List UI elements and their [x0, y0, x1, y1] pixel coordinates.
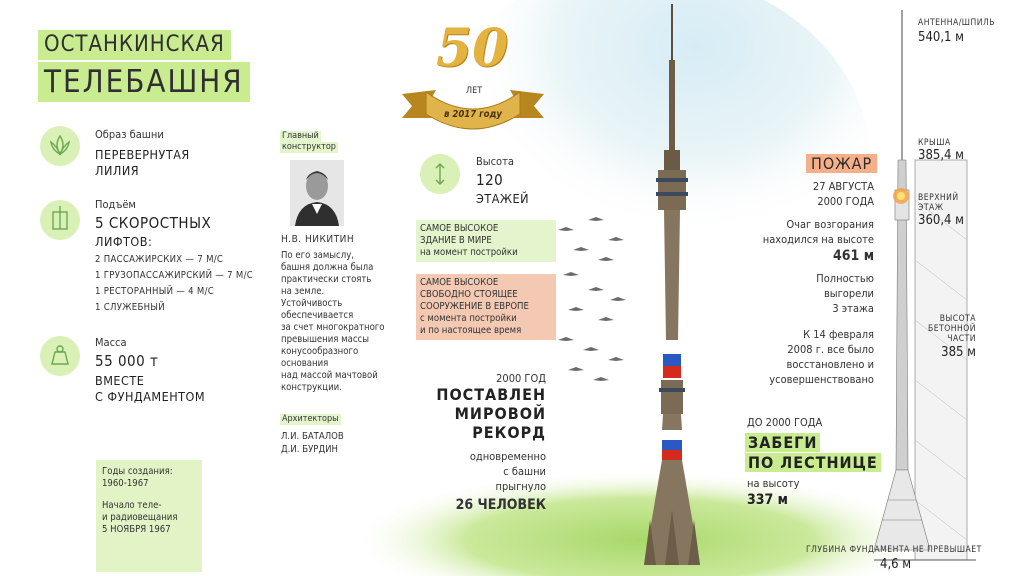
- mass-value-3: С ФУНДАМЕНТОМ: [95, 389, 206, 404]
- constructor-name: Н.В. НИКИТИН: [281, 234, 355, 245]
- broadcast-date: 5 НОЯБРЯ 1967: [102, 524, 171, 535]
- elevator-icon: [40, 200, 80, 240]
- years-value: 1960-1967: [102, 478, 149, 489]
- foundation-value: 4,6 м: [880, 557, 912, 572]
- europe-record-box: САМОЕ ВЫСОКОЕ СВОБОДНО СТОЯЩЕЕ СООРУЖЕНИЕ В ЕВРОПЕ с момента постройки и по настоящее время: [416, 274, 556, 340]
- fire-text-7: 2008 г. все было: [787, 343, 874, 356]
- years-box: [96, 460, 202, 572]
- height-value-2: ЭТАЖЕЙ: [476, 191, 530, 206]
- fire-text-6: К 14 февраля: [803, 328, 874, 341]
- fire-height: 461 м: [833, 248, 874, 264]
- record-head-3: РЕКОРД: [472, 423, 546, 442]
- height-icon: [420, 154, 460, 194]
- run-head-1: ЗАБЕГИ: [745, 433, 820, 452]
- lift-value-2: ЛИФТОВ:: [95, 234, 153, 249]
- lily-icon: [40, 126, 80, 166]
- antenna-value: 540,1 м: [918, 30, 965, 45]
- fire-text-1: Очаг возгорания: [786, 218, 874, 231]
- record-text-1: одновременно: [469, 450, 546, 463]
- list-item: 1 ГРУЗОПАССАЖИРСКИЙ — 7 М/С: [95, 270, 254, 281]
- anniversary-badge: [398, 18, 548, 134]
- list-item: 1 СЛУЖЕБНЫЙ: [95, 302, 165, 313]
- shape-value-2: ЛИЛИЯ: [95, 163, 140, 178]
- record-text-3: прыгнуло: [495, 480, 546, 493]
- shape-value-1: ПЕРЕВЕРНУТАЯ: [95, 147, 190, 162]
- constructor-text: По его замыслу, башня должна была практически стоять на земле. Устойчивость обеспечивается за счет многократного превышения массы конусообразного основания над массой мачтовой конструкции.: [281, 250, 385, 393]
- record-text-2: с башни: [503, 465, 546, 478]
- concrete-value: 385 м: [941, 345, 976, 360]
- mass-value-2: ВМЕСТЕ: [95, 373, 145, 388]
- concrete-label-1: ВЫСОТА: [939, 314, 976, 324]
- title-line2: ТЕЛЕБАШНЯ: [38, 62, 250, 102]
- record-head-2: МИРОВОЙ: [454, 404, 546, 423]
- fire-date-2: 2000 ГОДА: [817, 195, 874, 208]
- record-count: 26 ЧЕЛОВЕК: [455, 497, 546, 513]
- top-floor-value: 360,4 м: [918, 213, 965, 228]
- weight-icon: [40, 336, 80, 376]
- top-floor-label-2: ЭТАЖ: [918, 203, 944, 213]
- anniversary-ribbon: в 2017 году: [444, 109, 502, 120]
- jumpers-illustration: [548, 200, 628, 400]
- run-year: ДО 2000 ГОДА: [747, 416, 823, 429]
- mass-label: Масса: [95, 336, 127, 349]
- fire-text-8: восстановлено и: [786, 358, 874, 371]
- fire-text-4: выгорели: [823, 287, 874, 300]
- roof-label: КРЫША: [918, 138, 951, 148]
- years-label: Годы создания:: [102, 466, 173, 477]
- constructor-photo: [290, 160, 344, 226]
- anniversary-years: ЛЕТ: [466, 86, 483, 96]
- run-value: 337 м: [747, 492, 788, 508]
- fire-title: ПОЖАР: [806, 154, 877, 173]
- top-floor-label-1: ВЕРХНИЙ: [918, 193, 959, 203]
- anniversary-number: 50: [436, 18, 509, 79]
- height-label: Высота: [476, 155, 514, 168]
- lift-label: Подъём: [95, 198, 136, 211]
- height-value-1: 120: [476, 171, 504, 189]
- tower-illustration: [620, 0, 720, 576]
- fire-text-2: находился на высоте: [762, 233, 874, 246]
- list-item: 2 ПАССАЖИРСКИХ — 7 М/С: [95, 254, 224, 265]
- list-item: 1 РЕСТОРАННЫЙ — 4 М/С: [95, 286, 215, 297]
- constructor-head-2: конструктор: [282, 142, 336, 152]
- record-year: 2000 ГОД: [496, 372, 546, 385]
- run-head-2: ПО ЛЕСТНИЦЕ: [745, 453, 881, 472]
- fire-date-1: 27 АВГУСТА: [812, 180, 874, 193]
- foundation-label: ГЛУБИНА ФУНДАМЕНТА НЕ ПРЕВЫШАЕТ: [806, 545, 982, 555]
- record-head-1: ПОСТАВЛЕН: [436, 385, 546, 404]
- concrete-label-2: БЕТОННОЙ: [927, 324, 976, 334]
- lift-value-1: 5 СКОРОСТНЫХ: [95, 214, 212, 232]
- fire-text-5: 3 этажа: [832, 302, 874, 315]
- antenna-label: АНТЕННА/ШПИЛЬ: [918, 18, 995, 28]
- architects-head: Архитекторы: [282, 414, 339, 424]
- mass-value-1: 55 000 т: [95, 352, 159, 370]
- architect-2: Д.И. БУРДИН: [281, 444, 338, 455]
- roof-value: 385,4 м: [918, 148, 965, 163]
- concrete-label-3: ЧАСТИ: [947, 334, 976, 344]
- broadcast-label-1: Начало теле-: [102, 500, 162, 511]
- fire-text-3: Полностью: [816, 272, 874, 285]
- broadcast-label-2: и радиовещания: [102, 512, 178, 523]
- constructor-head-1: Главный: [282, 131, 319, 141]
- fire-text-9: усовершенствовано: [769, 373, 874, 386]
- title-line1: ОСТАНКИНСКАЯ: [38, 30, 231, 60]
- tower-blueprint: [870, 0, 980, 576]
- architect-1: Л.И. БАТАЛОВ: [281, 431, 344, 442]
- lift-list: [95, 252, 253, 316]
- shape-label: Образ башни: [95, 128, 164, 141]
- world-record-box: САМОЕ ВЫСОКОЕ ЗДАНИЕ В МИРЕ на момент постройки: [416, 220, 556, 262]
- run-text: на высоту: [747, 477, 800, 490]
